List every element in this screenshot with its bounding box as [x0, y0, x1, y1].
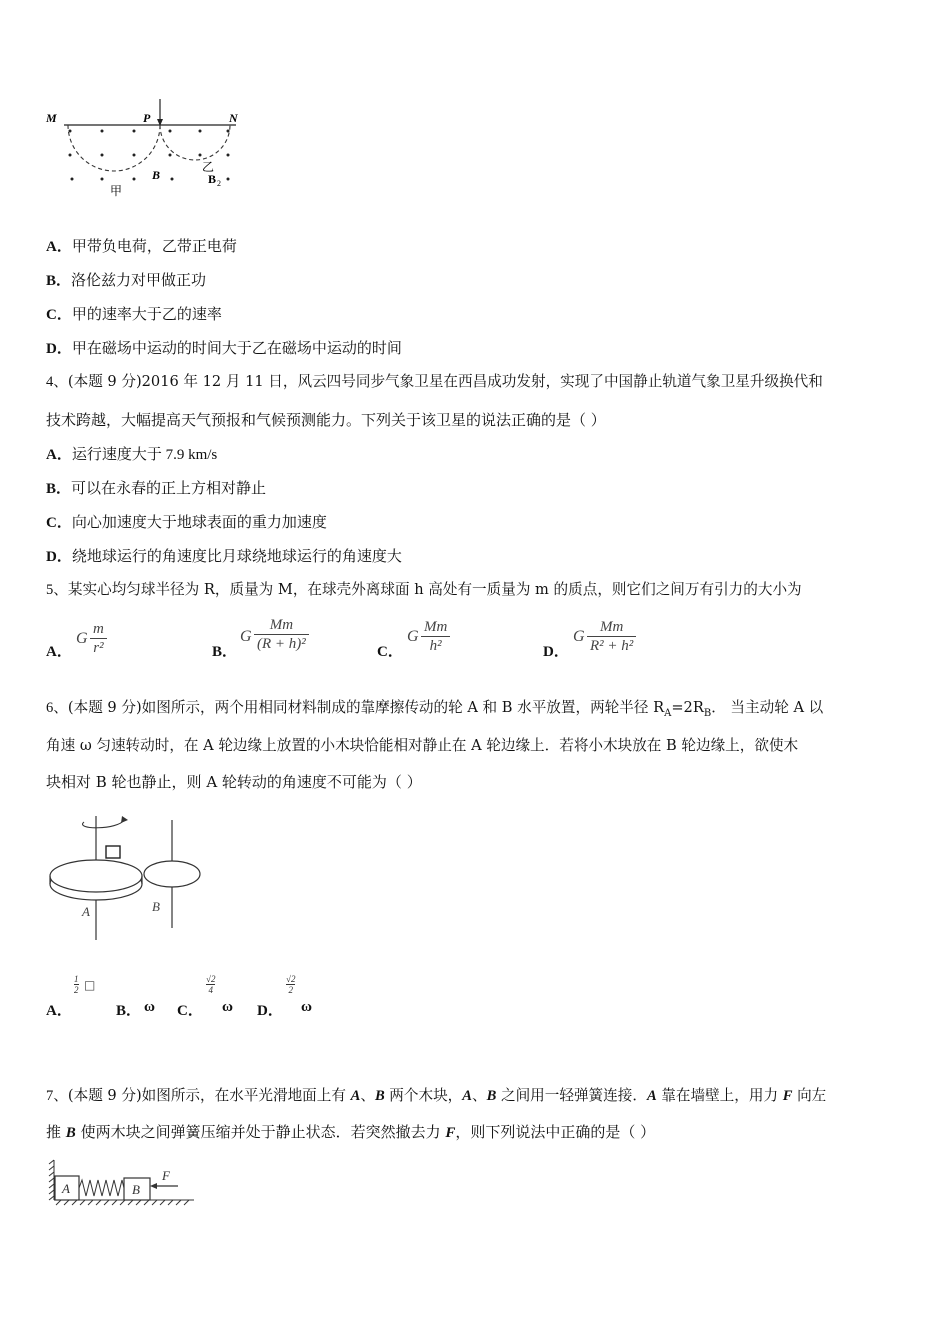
fraction-numerator: √2 — [286, 974, 296, 984]
option-letter: B． — [116, 1003, 142, 1019]
question-text: ． 当主动轮 A 以 — [711, 699, 824, 716]
fraction-denominator: h² — [421, 636, 450, 655]
force-label: F — [162, 1168, 170, 1183]
label-p: P — [143, 111, 151, 125]
option-letter: A． — [46, 447, 72, 463]
option-letter: D． — [543, 644, 569, 660]
option-c-fraction — [206, 974, 215, 995]
friction-wheels-figure — [44, 808, 214, 944]
q6-stem-line3 — [46, 772, 422, 792]
var-b: B — [374, 1088, 385, 1104]
fraction-denominator: 2 — [74, 985, 79, 995]
question-text: 角速 ω 匀速转动时，在 A 轮边缘上放置的小木块恰能相对静止在 A 轮边缘上．若将小木块放在 B 轮边缘上，欲使木 — [46, 737, 799, 754]
fraction-denominator: r² — [90, 638, 107, 657]
question-text: (本题 9 分)如图所示，两个用相同材料制成的靠摩擦传动的轮 A 和 B 水平放置，两轮半径 R — [67, 699, 665, 716]
rotation-arrow — [83, 820, 124, 828]
var-a: A — [462, 1088, 473, 1104]
option-text: ω — [222, 999, 233, 1015]
option-text: ω — [144, 999, 155, 1015]
option-letter: B． — [46, 273, 72, 289]
fraction-denominator: R² + h² — [587, 636, 636, 655]
q6-stem-line2 — [46, 736, 798, 756]
var-a: A — [350, 1088, 361, 1104]
question-text: (本题 9 分)2016 年 12 月 11 日，风云四号同步气象卫星在西昌成功发射，实现了中国静止轨道气象卫星升级换代和 — [67, 373, 823, 390]
fraction-numerator: 1 — [74, 974, 79, 984]
option-text: 向心加速度大于地球表面的重力加速度 — [71, 513, 327, 531]
option-text: ω — [301, 999, 312, 1015]
var-f: F — [782, 1088, 793, 1104]
var-f: F — [445, 1125, 456, 1141]
wheel-b — [144, 861, 200, 887]
q4-stem-line1 — [46, 372, 823, 392]
question-number: 4、 — [46, 374, 68, 390]
option-letter: C． — [177, 1003, 203, 1019]
label-b: B — [152, 168, 161, 182]
spring-blocks-figure — [48, 1158, 198, 1210]
label-b2-sub: 2 — [217, 179, 221, 188]
q6-options — [46, 972, 376, 1020]
option-text: 运行速度大于 7.9 km/s — [71, 447, 218, 463]
wheel-b-label: B — [152, 899, 160, 914]
option-text: 可以在永春的正上方相对静止 — [71, 479, 267, 497]
question-text: 向左 — [792, 1087, 827, 1104]
option-letter: D． — [257, 1003, 283, 1019]
gravitational-constant: G — [573, 628, 585, 645]
question-text: 使两木块之间弹簧压缩并处于静止状态．若突然撤去力 — [75, 1123, 446, 1141]
subscript-b: B — [703, 707, 712, 719]
label-b2: B — [208, 172, 217, 186]
question-text: 某实心均匀球半径为 R，质量为 M，在球壳外离球面 h 高处有一质量为 m 的质点，则它们之间万有引力的大小为 — [67, 581, 802, 598]
q3-option-b — [46, 270, 206, 291]
question-number: 6、 — [46, 700, 68, 716]
question-text: 、 — [360, 1087, 375, 1104]
label-yi: 乙 — [202, 160, 215, 174]
q4-option-d — [46, 546, 402, 567]
option-text: 洛伦兹力对甲做正功 — [71, 271, 207, 289]
subscript-a: A — [664, 707, 672, 719]
q4-option-a — [46, 444, 217, 465]
formula-fraction — [254, 616, 309, 653]
wooden-block — [106, 846, 120, 858]
fraction-numerator: Mm — [269, 617, 294, 633]
q4-option-b — [46, 478, 266, 499]
option-text: 甲的速率大于乙的速率 — [71, 305, 222, 323]
floor-hatching — [54, 1200, 194, 1205]
question-number: 7、 — [46, 1088, 68, 1104]
formula-fraction — [90, 620, 107, 657]
question-text: =2R — [671, 699, 704, 716]
wheel-a-label: A — [82, 904, 90, 919]
question-text: 块相对 B 轮也静止，则 A 轮转动的角速度不可能为（ ） — [46, 773, 422, 791]
rotation-arrow-head — [121, 816, 128, 823]
q7-stem-line1 — [46, 1086, 826, 1106]
formula-fraction — [421, 618, 450, 655]
option-letter: C． — [46, 515, 72, 531]
question-number: 5、 — [46, 582, 68, 598]
wheel-a-top — [50, 860, 142, 892]
missing-glyph-box: □ — [84, 978, 96, 992]
label-n: N — [229, 111, 238, 125]
question-text: 两个木块， — [384, 1087, 463, 1104]
option-d-fraction — [286, 974, 295, 995]
q4-stem-line2 — [46, 410, 606, 430]
fraction-denominator: 4 — [206, 984, 215, 995]
question-text: 靠在墙壁上，用力 — [656, 1087, 783, 1104]
option-letter: A． — [46, 239, 72, 255]
path-jia — [68, 125, 160, 171]
var-b: B — [486, 1088, 497, 1104]
gravitational-constant: G — [76, 630, 88, 647]
q3-option-d — [46, 338, 402, 359]
fraction-numerator: Mm — [424, 619, 448, 635]
fraction-numerator: m — [93, 621, 104, 637]
q4-option-c — [46, 512, 327, 533]
question-text: 技术跨越，大幅提高天气预报和气候预测能力。下列关于该卫星的说法正确的是（ ） — [46, 411, 606, 429]
force-arrow-head — [150, 1183, 157, 1189]
block-a-label: A — [62, 1181, 70, 1196]
fraction-denominator: 2 — [286, 984, 295, 995]
var-a: A — [646, 1088, 657, 1104]
magnetic-field-figure — [40, 95, 250, 205]
option-letter: D． — [46, 341, 72, 357]
option-letter: B． — [46, 481, 72, 497]
q6-stem-line1 — [46, 698, 823, 724]
option-letter: C． — [377, 644, 403, 660]
option-a-fraction — [74, 974, 79, 995]
question-text: 推 — [46, 1123, 66, 1141]
q3-option-a — [46, 236, 237, 257]
option-text: 甲带负电荷，乙带正电荷 — [71, 237, 237, 255]
label-jia: 甲 — [110, 184, 123, 198]
fraction-numerator: √2 — [206, 974, 216, 984]
label-m: M — [46, 111, 57, 125]
question-text: (本题 9 分)如图所示，在水平光滑地面上有 — [67, 1087, 351, 1104]
question-text: 、 — [472, 1087, 487, 1104]
q3-option-c — [46, 304, 222, 325]
question-text: ，则下列说法中正确的是（ ） — [455, 1123, 656, 1141]
gravitational-constant: G — [240, 628, 252, 645]
option-letter: D． — [46, 549, 72, 565]
wall-hatching — [49, 1160, 54, 1200]
spring — [79, 1180, 124, 1196]
option-letter: C． — [46, 307, 72, 323]
option-text: 甲在磁场中运动的时间大于乙在磁场中运动的时间 — [71, 339, 402, 357]
q7-stem-line2 — [46, 1122, 655, 1143]
gravitational-constant: G — [407, 628, 419, 645]
option-text: 绕地球运行的角速度比月球绕地球运行的角速度大 — [71, 547, 402, 565]
q5-stem — [46, 580, 802, 600]
question-text: 之间用一轻弹簧连接． — [496, 1087, 647, 1104]
option-letter: A． — [46, 644, 72, 660]
block-b-label: B — [132, 1182, 140, 1197]
var-b: B — [65, 1125, 76, 1141]
fraction-numerator: Mm — [599, 619, 624, 635]
option-letter: B． — [212, 644, 238, 660]
option-letter: A． — [46, 1003, 72, 1019]
formula-fraction — [587, 618, 636, 655]
fraction-denominator: (R + h)² — [254, 634, 309, 653]
